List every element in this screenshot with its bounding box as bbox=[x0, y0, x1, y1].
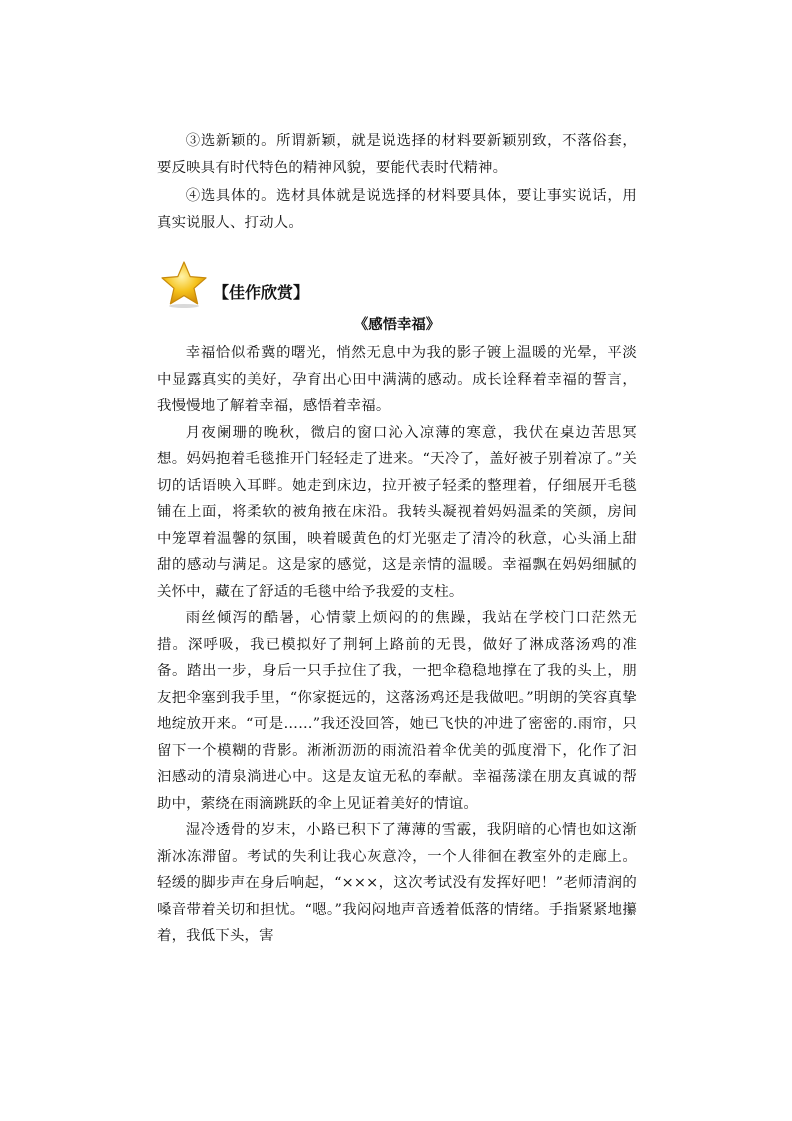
essay-paragraph: 湿冷透骨的岁末，小路已积下了薄薄的雪霰，我阴暗的心情也如这渐渐冰冻滞留。考试的失利让我心灰意冷，一个人徘徊在教室外的走廊上。轻缓的脚步声在身后响起，“×××，这次考试没有发挥好吧！”老师清润的嗓音带着关切和担忧。“嗯。”我闷闷地声音透着低落的情绪。手指紧紧地攥着，我低下头，害 bbox=[157, 822, 637, 944]
star-icon bbox=[159, 259, 209, 309]
essay-paragraph: 月夜阑珊的晚秋，微启的窗口沁入凉薄的寒意，我伏在桌边苦思冥想。妈妈抱着毛毯推开门轻轻走了进来。“天冷了，盖好被子别着凉了。”关切的话语映入耳畔。她走到床边，拉开被子轻柔的整理着，仔细展开毛毯铺在上面，将柔软的被角掖在床沿。我转头凝视着妈妈温柔的笑颜，房间中笼罩着温馨的氛围，映着暖黄色的灯光驱走了清冷的秋意，心头涌上甜甜的感动与满足。这是家的感觉，这是亲情的温暖。幸福飘在妈妈细腻的关怀中，藏在了舒适的毛毯中给予我爱的支柱。 bbox=[157, 424, 637, 600]
section-title: 【佳作欣赏】 bbox=[213, 282, 310, 302]
intro-paragraph-specific: ④选具体的。选材具体就是说选择的材料要具体，要让事实说话，用真实说服人、打动人。 bbox=[157, 188, 637, 231]
section-header bbox=[157, 256, 637, 312]
essay-paragraph: 雨丝倾泻的酷暑，心情蒙上烦闷的的焦躁，我站在学校门口茫然无措。深呼吸，我已模拟好了荆轲上路前的无畏，做好了淋成落汤鸡的准备。踏出一步，身后一只手拉住了我，一把伞稳稳地撑在了我的头上，朋友把伞塞到我手里，“你家挺远的，这落汤鸡还是我做吧。”明朗的笑容真挚地绽放开来。“可是……”我还没回答，她已飞快的冲进了密密的.雨帘，只留下一个模糊的背影。淅淅沥沥的雨流沿着伞优美的弧度滑下，化作了汩汩感动的清泉淌进心中。这是友谊无私的奉献。幸福荡漾在朋友真诚的帮助中，萦绕在雨滴跳跃的伞上见证着美好的情谊。 bbox=[157, 610, 637, 812]
essay-title: 《感悟幸福》 bbox=[353, 316, 441, 333]
essay-paragraph: 幸福恰似希冀的曙光，悄然无息中为我的影子镀上温暖的光晕，平淡中显露真实的美好，孕育出心田中满满的感动。成长诠释着幸福的誓言，我慢慢地了解着幸福，感悟着幸福。 bbox=[157, 345, 637, 414]
document-page bbox=[157, 128, 637, 950]
intro-paragraph-new: ③选新颖的。所谓新颖，就是说选择的材料要新颖别致，不落俗套，要反映具有时代特色的精神风貌，要能代表时代精神。 bbox=[157, 133, 637, 176]
